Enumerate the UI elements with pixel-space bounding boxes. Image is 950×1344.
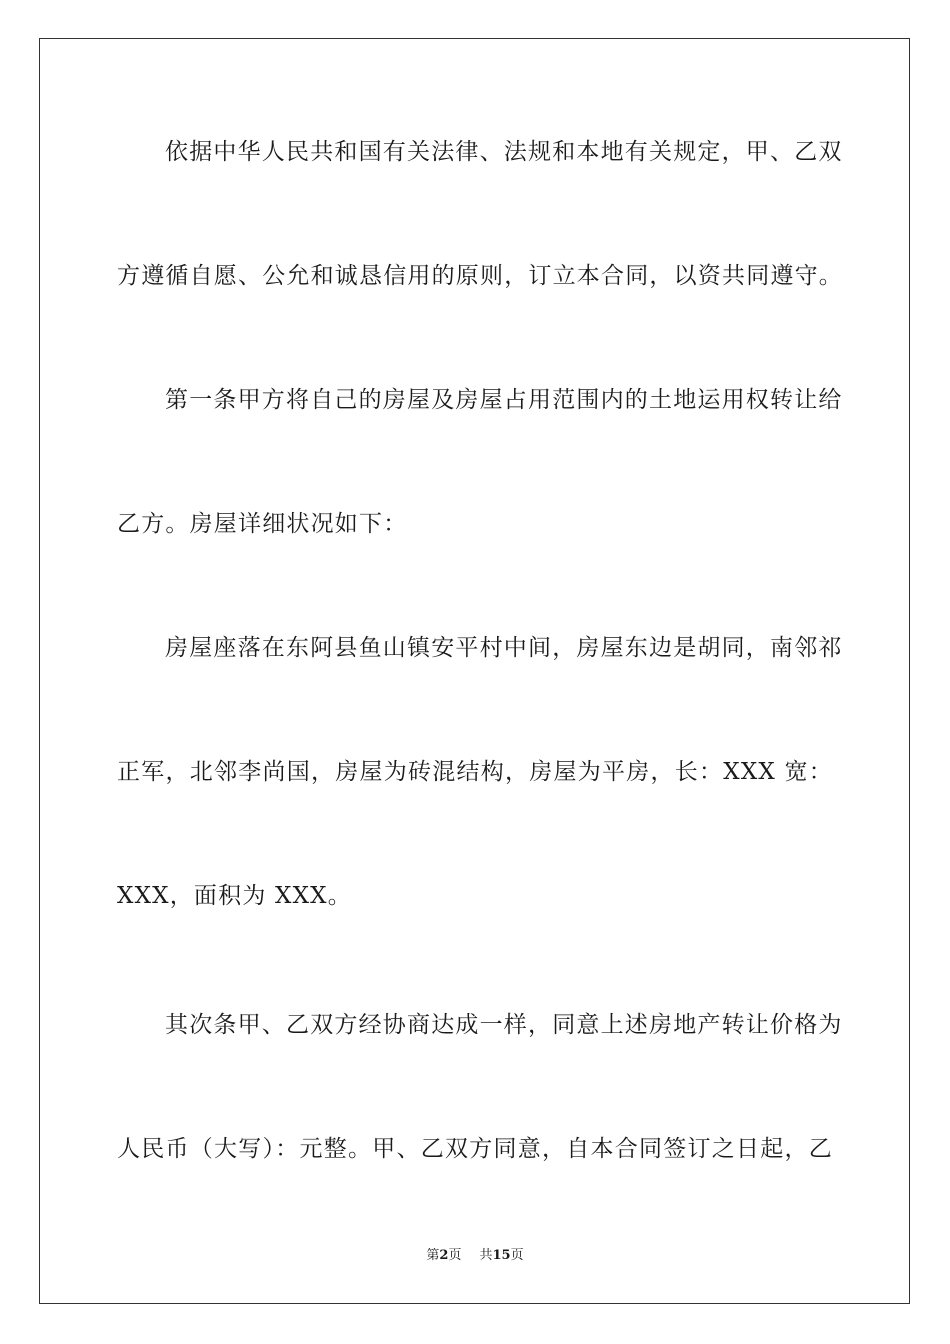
page-suffix: 页: [448, 1248, 462, 1263]
article-1-line-2: 乙方。房屋详细状况如下：: [117, 511, 408, 537]
page-number: 2: [439, 1248, 449, 1263]
house-location-line-1: 房屋座落在东阿县鱼山镇安平村中间，房屋东边是胡同，南邻祁: [165, 635, 843, 661]
paragraph-1-line-1: 依据中华人民共和国有关法律、法规和本地有关规定，甲、乙双: [165, 139, 843, 165]
total-pages: 15: [492, 1248, 511, 1263]
page-border: [39, 38, 910, 1304]
house-location-line-3: XXX，面积为 XXX。: [117, 883, 352, 909]
total-suffix: 页: [510, 1248, 524, 1263]
house-location-line-2: 正军，北邻李尚国，房屋为砖混结构，房屋为平房，长：XXX 宽：: [117, 759, 833, 785]
article-2-line-1: 其次条甲、乙双方经协商达成一样，同意上述房地产转让价格为: [165, 1012, 843, 1038]
page-prefix: 第: [426, 1248, 440, 1263]
page-footer: [0, 1247, 950, 1265]
article-1-line-1: 第一条甲方将自己的房屋及房屋占用范围内的土地运用权转让给: [165, 387, 843, 413]
paragraph-1-line-2: 方遵循自愿、公允和诚恳信用的原则，订立本合同，以资共同遵守。: [117, 263, 843, 289]
total-prefix: 共: [479, 1248, 493, 1263]
article-2-line-2: 人民币（大写）：元整。甲、乙双方同意，自本合同签订之日起，乙: [117, 1136, 833, 1162]
